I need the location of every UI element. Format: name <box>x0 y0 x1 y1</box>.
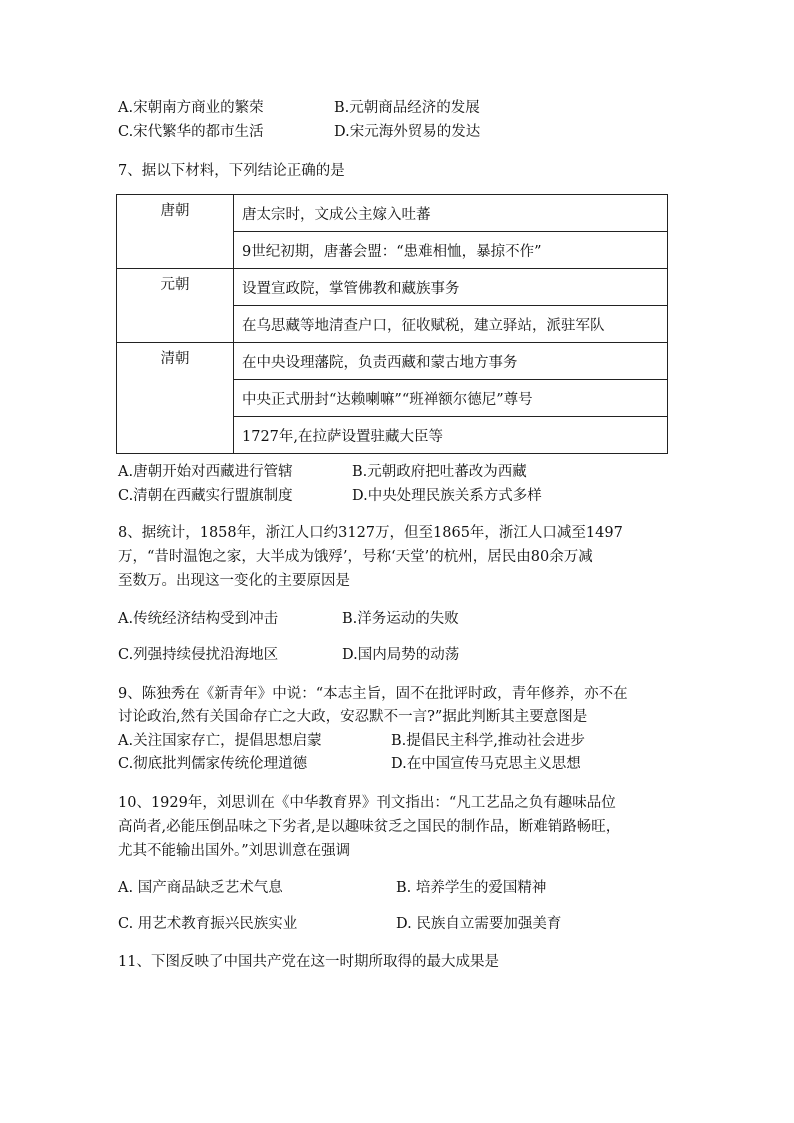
dynasty-qing: 清朝 <box>117 343 234 454</box>
qing-row-2: 中央正式册封“达赖喇嘛”“班禅额尔德尼”尊号 <box>234 380 668 417</box>
qing-row-3: 1727年,在拉萨设置驻藏大臣等 <box>234 417 668 454</box>
q11-stem: 11、下图反映了中国共产党在这一时期所取得的最大成果是 <box>118 954 499 970</box>
q10-option-b: B. 培养学生的爱国精神 <box>396 880 547 896</box>
q10-stem-line-2: 高尚者,必能压倒品味之下劣者,是以趣味贫乏之国民的制作品，断难销路畅旺， <box>118 819 621 835</box>
q6-option-d: D.宋元海外贸易的发达 <box>334 124 481 140</box>
q9-option-b: B.提倡民主科学,推动社会进步 <box>391 733 585 749</box>
q6-option-b: B.元朝商品经济的发展 <box>334 100 480 116</box>
dynasty-tang: 唐朝 <box>117 195 234 269</box>
q8-option-c: C.列强持续侵扰沿海地区 <box>118 647 279 663</box>
dynasty-yuan: 元朝 <box>117 269 234 343</box>
q6-option-c: C.宋代繁华的都市生活 <box>118 124 264 140</box>
yuan-row-1: 设置宣政院，掌管佛教和藏族事务 <box>234 269 668 306</box>
q7-table <box>116 194 668 454</box>
q7-option-a: A.唐朝开始对西藏进行管辖 <box>118 464 293 480</box>
q7-option-b: B.元朝政府把吐蕃改为西藏 <box>352 464 527 480</box>
q9-stem-line-2: 讨论政治,然有关国命存亡之大政，安忍默不一言?”据此判断其主要意图是 <box>118 709 588 725</box>
q8-stem-line-1: 8、据统计，1858年，浙江人口约3127万，但至1865年，浙江人口减至1497 <box>118 525 623 541</box>
tang-row-2: 9世纪初期，唐蕃会盟：“患难相恤，暴掠不作” <box>234 232 668 269</box>
q10-option-a: A. 国产商品缺乏艺术气息 <box>118 880 283 896</box>
q8-stem-line-2: 万，“昔时温饱之家，大半成为饿殍’，号称‘天堂’的杭州，居民由80余万减 <box>118 549 593 565</box>
qing-row-1: 在中央设理藩院，负责西藏和蒙古地方事务 <box>234 343 668 380</box>
q10-stem-line-1: 10、1929年，刘思训在《中华教育界》刊文指出：“凡工艺品之负有趣味品位 <box>118 795 616 811</box>
q10-option-d: D. 民族自立需要加强美育 <box>396 916 562 932</box>
yuan-row-2: 在乌思藏等地清查户口，征收赋税，建立驿站，派驻军队 <box>234 306 668 343</box>
tang-row-1: 唐太宗时，文成公主嫁入吐蕃 <box>234 195 668 232</box>
q9-option-a: A.关注国家存亡，提倡思想启蒙 <box>118 733 322 749</box>
q8-option-b: B.洋务运动的失败 <box>342 611 459 627</box>
q9-option-d: D.在中国宣传马克思主义思想 <box>391 756 581 772</box>
q8-option-d: D.国内局势的动荡 <box>342 647 460 663</box>
q8-stem-line-3: 至数万。出现这一变化的主要原因是 <box>118 573 350 589</box>
q7-stem: 7、据以下材料，下列结论正确的是 <box>118 163 345 179</box>
q10-stem-line-3: 尤其不能输出国外。”刘思训意在强调 <box>118 843 351 859</box>
q7-option-d: D.中央处理民族关系方式多样 <box>352 488 542 504</box>
q7-option-c: C.清朝在西藏实行盟旗制度 <box>118 488 293 504</box>
q6-option-a: A.宋朝南方商业的繁荣 <box>118 100 264 116</box>
q10-option-c: C. 用艺术教育振兴民族实业 <box>118 916 298 932</box>
q9-option-c: C.彻底批判儒家传统伦理道德 <box>118 756 308 772</box>
q8-option-a: A.传统经济结构受到冲击 <box>118 611 279 627</box>
q9-stem-line-1: 9、陈独秀在《新青年》中说：“本志主旨，固不在批评时政，青年修养，亦不在 <box>118 686 628 702</box>
